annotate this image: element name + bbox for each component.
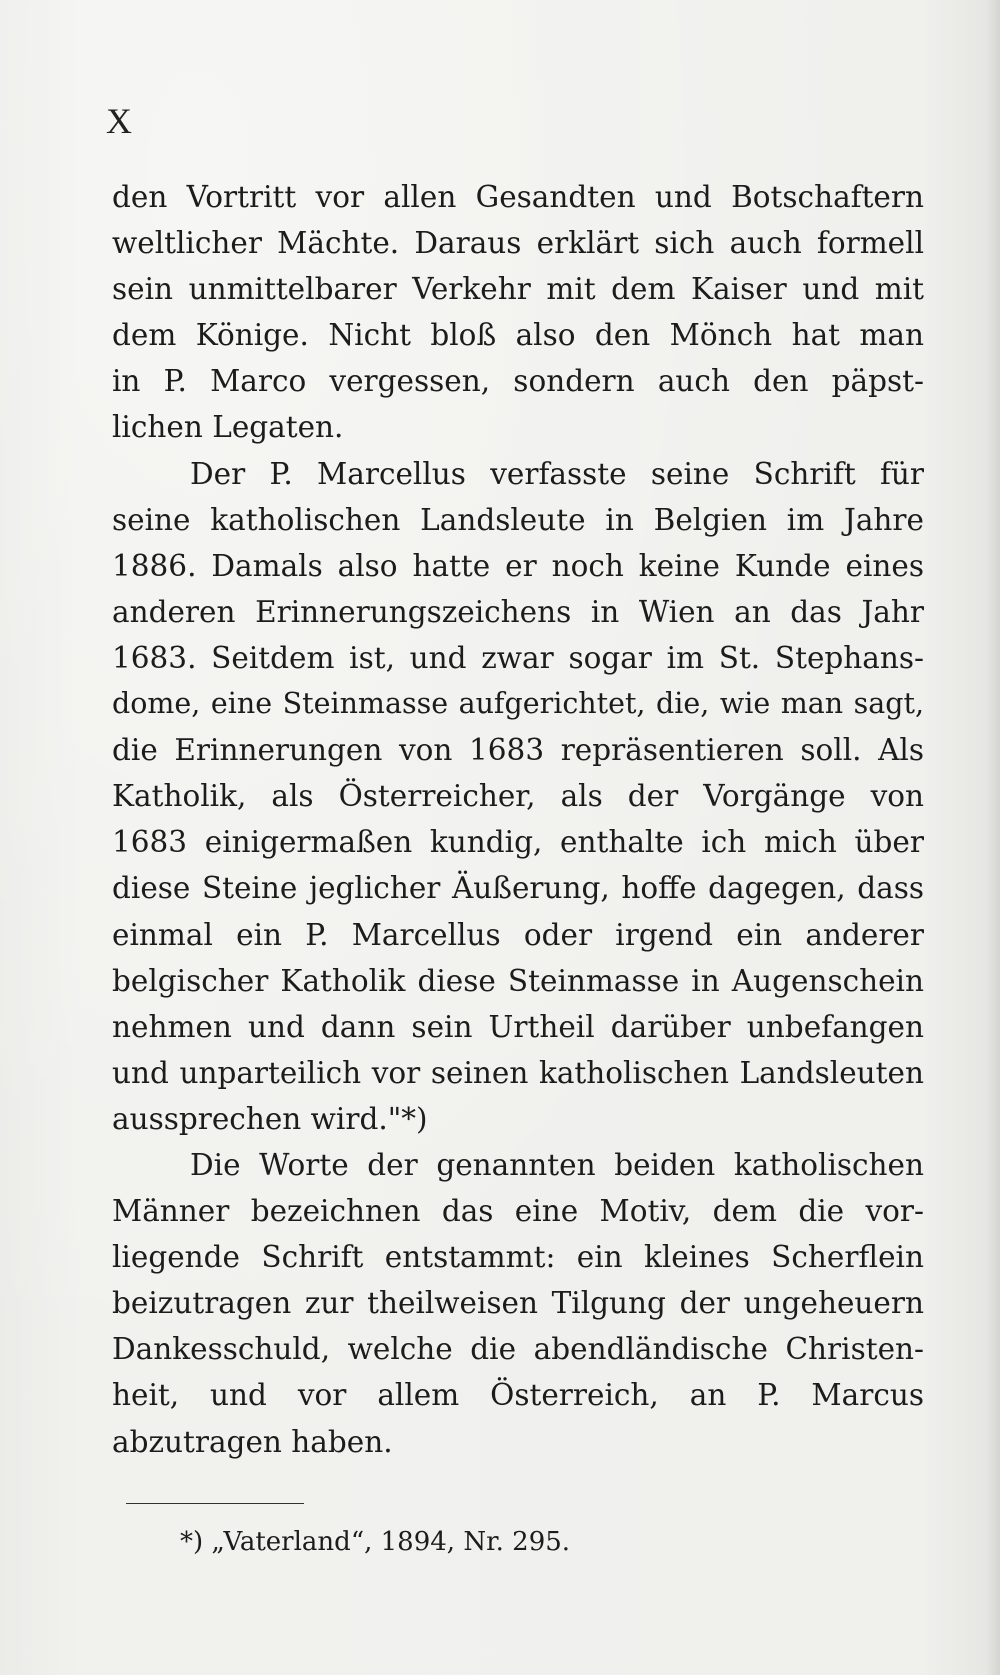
text-line: Katholik, als Österreicher, als der Vorgänge von <box>112 779 924 814</box>
text-line: in P. Marco vergessen, sondern auch den päpst- <box>112 364 924 399</box>
text-line: dem Könige. Nicht bloß also den Mönch hat man <box>112 318 924 353</box>
text-line: anderen Erinnerungszeichens in Wien an das Jahr <box>112 594 924 629</box>
text-line: 1683 einigermaßen kundig, enthalte ich mich über <box>112 825 924 860</box>
text-line: beizutragen zur theilweisen Tilgung der ungeheuern <box>112 1286 924 1321</box>
page-number: X <box>106 101 133 141</box>
text-line: und unparteilich vor seinen katholischen Landsleuten <box>112 1055 924 1090</box>
text-line: die Erinnerungen von 1683 repräsentieren soll. Als <box>112 733 924 768</box>
text-line: 1886. Damals also hatte er noch keine Kunde eines <box>112 548 924 583</box>
paragraph-start-line: Die Worte der genannten beiden katholischen <box>190 1147 924 1182</box>
paragraph-start-line: Der P. Marcellus verfasste seine Schrift für <box>190 456 924 491</box>
text-line: diese Steine jeglicher Äußerung, hoffe dagegen, dass <box>112 871 924 906</box>
text-line: Dankesschuld, welche die abendländische Christen- <box>112 1332 924 1367</box>
text-line: nehmen und dann sein Urtheil darüber unbefangen <box>112 1009 924 1044</box>
text-line: aussprechen wird."*) <box>112 1101 428 1136</box>
footnote-divider <box>126 1503 304 1504</box>
text-line: liegende Schrift entstammt: ein kleines Scherflein <box>112 1240 924 1275</box>
text-line: einmal ein P. Marcellus oder irgend ein anderer <box>112 917 924 952</box>
text-line: weltlicher Mächte. Daraus erklärt sich auch formell <box>112 226 924 261</box>
text-line: seine katholischen Landsleute in Belgien im Jahre <box>112 502 924 537</box>
text-line: belgischer Katholik diese Steinmasse in Augenschein <box>112 963 924 998</box>
text-line: Männer bezeichnen das eine Motiv, dem die vor- <box>112 1194 924 1229</box>
text-line: heit, und vor allem Österreich, an P. Marcus <box>112 1378 924 1413</box>
text-line: dome, eine Steinmasse aufgerichtet, die, wie man sagt, <box>112 687 924 721</box>
page-edge-shadow <box>986 0 1000 1675</box>
text-line: sein unmittelbarer Verkehr mit dem Kaiser und mit <box>112 272 924 307</box>
text-line: abzutragen haben. <box>112 1424 393 1459</box>
text-line: lichen Legaten. <box>112 410 344 445</box>
body-text <box>112 174 924 1465</box>
text-line: den Vortritt vor allen Gesandten und Botschaftern <box>112 180 924 214</box>
text-line: 1683. Seitdem ist, und zwar sogar im St. Stephans- <box>112 640 924 675</box>
footnote: *) „Vaterland“, 1894, Nr. 295. <box>180 1527 571 1557</box>
